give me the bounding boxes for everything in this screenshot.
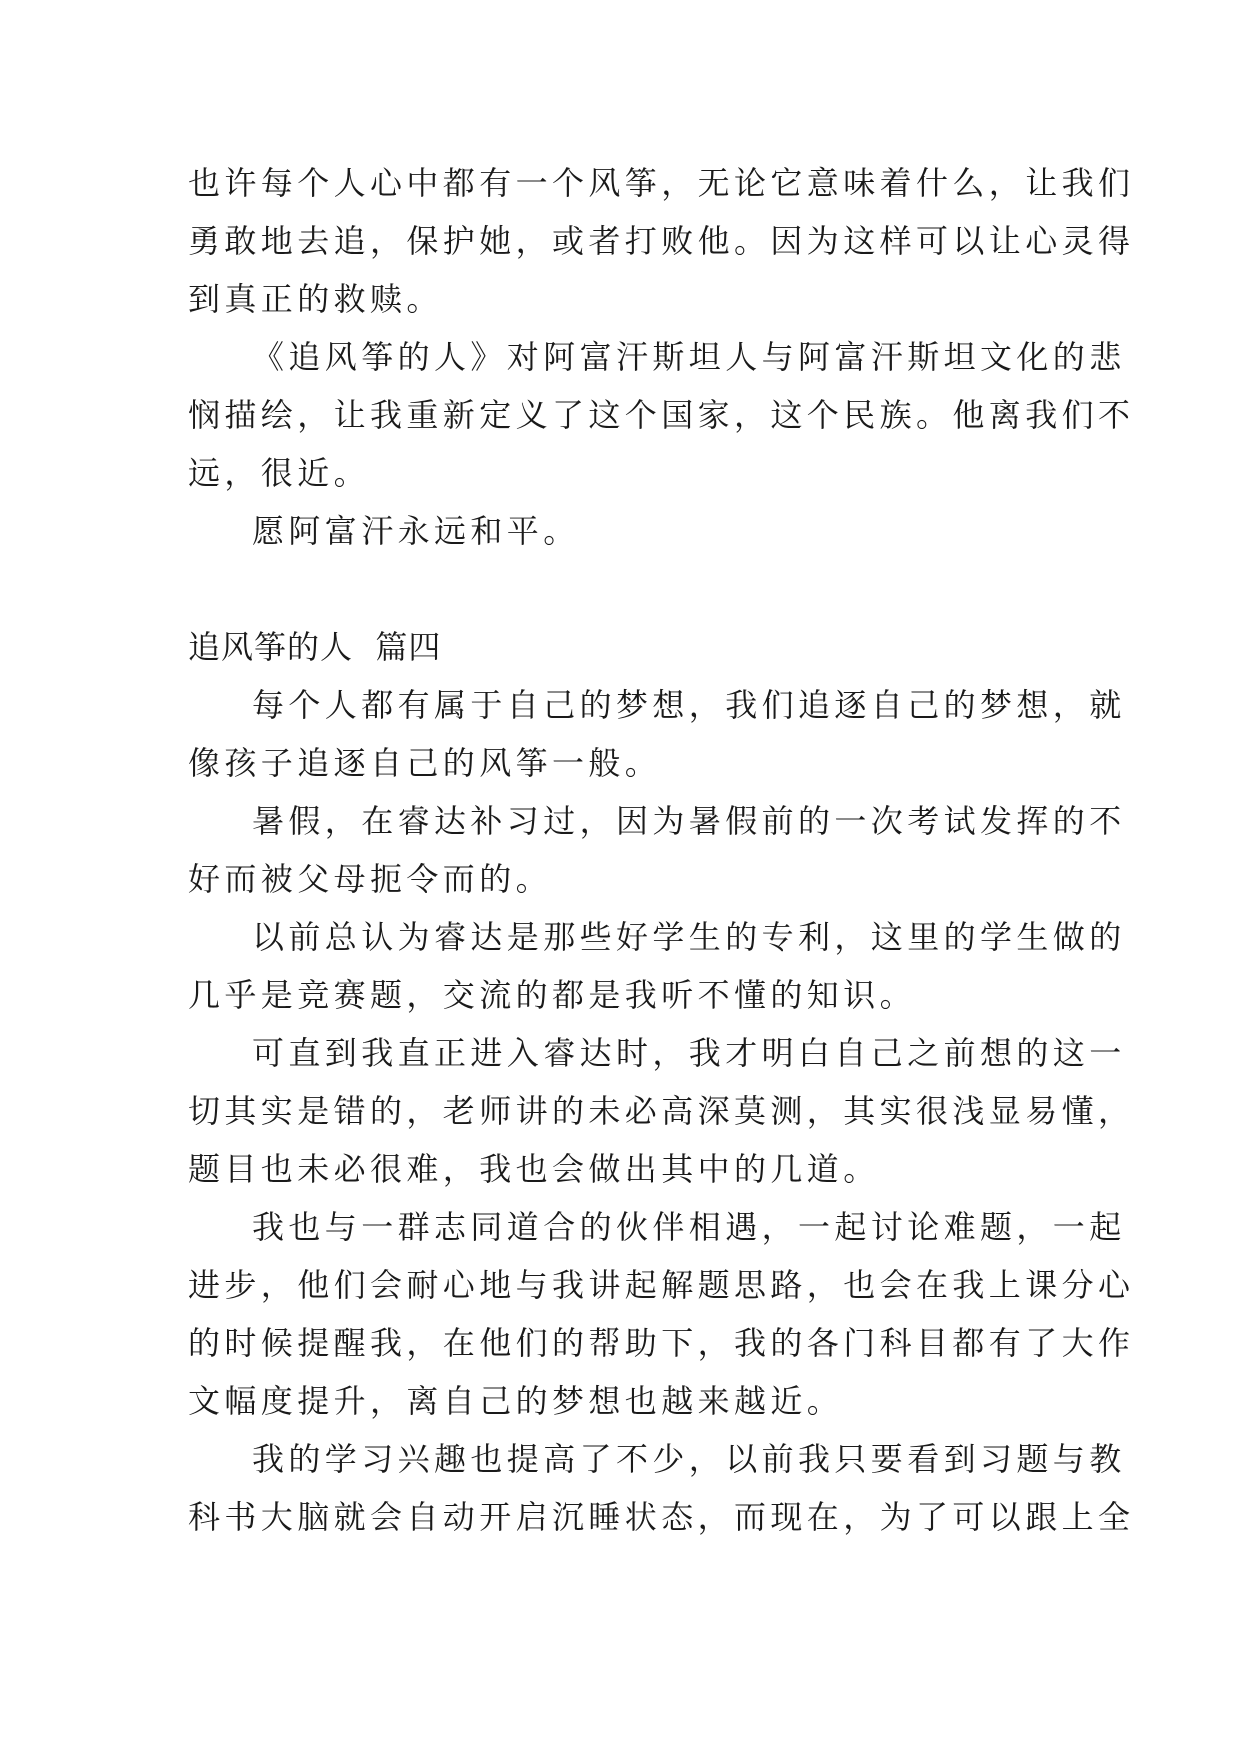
paragraph	[188, 1024, 1135, 1198]
paragraph	[188, 676, 1126, 792]
text-line: 《追风筝的人》对阿富汗斯坦人与阿富汗斯坦文化的悲	[252, 338, 1126, 376]
text-line: 以前总认为睿达是那些好学生的专利，这里的学生做的	[252, 918, 1126, 956]
section-title: 追风筝的人 篇四	[188, 628, 442, 666]
text-line: 切其实是错的，老师讲的未必高深莫测，其实很浅显易懂，	[188, 1092, 1135, 1130]
paragraph	[188, 908, 1126, 1024]
text-line: 几乎是竞赛题，交流的都是我听不懂的知识。	[188, 976, 917, 1014]
text-line: 科书大脑就会自动开启沉睡状态，而现在，为了可以跟上全	[188, 1498, 1135, 1536]
text-line: 我也与一群志同道合的伙伴相遇，一起讨论难题，一起	[252, 1208, 1126, 1246]
text-line: 也许每个人心中都有一个风筝，无论它意味着什么，让我们	[188, 164, 1135, 202]
paragraph	[188, 1430, 1135, 1546]
text-line: 我的学习兴趣也提高了不少，以前我只要看到习题与教	[252, 1440, 1126, 1478]
text-line: 可直到我直正进入睿达时，我才明白自己之前想的这一	[252, 1034, 1126, 1072]
text-line: 每个人都有属于自己的梦想，我们追逐自己的梦想，就	[252, 686, 1126, 724]
document-body	[188, 154, 1135, 1546]
text-line: 远，很近。	[188, 454, 371, 492]
text-line: 勇敢地去追，保护她，或者打败他。因为这样可以让心灵得	[188, 222, 1135, 260]
text-line: 愿阿富汗永远和平。	[252, 512, 580, 550]
text-line: 像孩子追逐自己的风筝一般。	[188, 744, 662, 782]
text-line: 进步，他们会耐心地与我讲起解题思路，也会在我上课分心	[188, 1266, 1135, 1304]
paragraph	[188, 154, 1135, 328]
text-line: 到真正的救赎。	[188, 280, 443, 318]
text-line: 文幅度提升，离自己的梦想也越来越近。	[188, 1382, 844, 1420]
paragraph	[188, 1198, 1135, 1430]
text-line: 暑假，在睿达补习过，因为暑假前的一次考试发挥的不	[252, 802, 1126, 840]
text-line: 题目也未必很难，我也会做出其中的几道。	[188, 1150, 880, 1188]
text-line: 的时候提醒我，在他们的帮助下，我的各门科目都有了大作	[188, 1324, 1135, 1362]
paragraph	[188, 328, 1135, 502]
paragraph	[188, 792, 1126, 908]
paragraph	[188, 502, 1068, 560]
text-line: 好而被父母扼令而的。	[188, 860, 553, 898]
section-gap	[188, 560, 1068, 618]
text-line: 悯描绘，让我重新定义了这个国家，这个民族。他离我们不	[188, 396, 1135, 434]
